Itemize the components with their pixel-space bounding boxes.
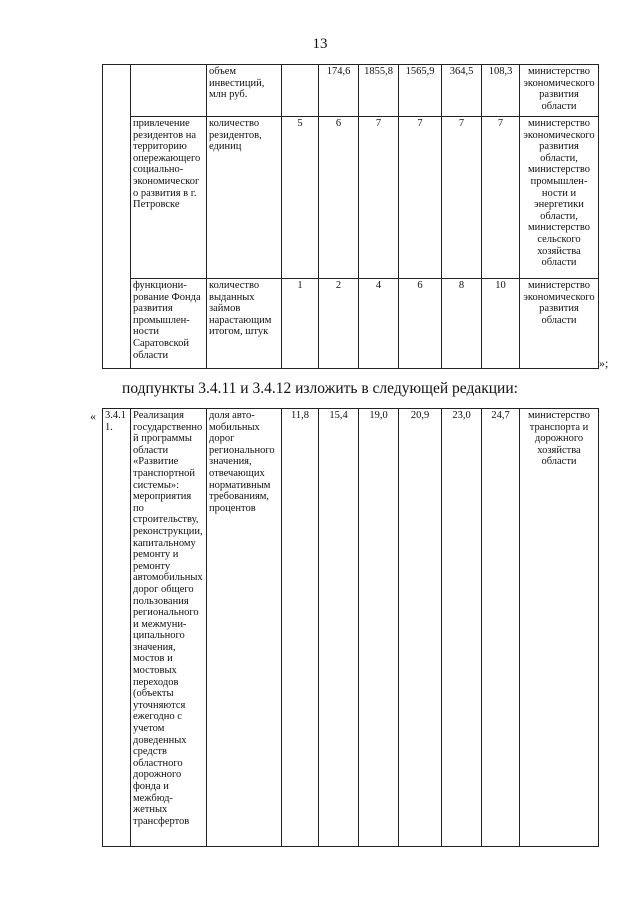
value-cell: 1565,9: [399, 65, 442, 117]
responsible-cell: министерство экономического развития области, министерство промышлен-ности и энергетики области, министерство сельского хозяйства области: [520, 117, 599, 279]
value-cell: 10: [482, 279, 520, 369]
value-cell: 108,3: [482, 65, 520, 117]
value-cell: 6: [319, 117, 359, 279]
value-cell: 19,0: [359, 409, 399, 847]
row-number-cell: 3.4.11.: [103, 409, 131, 847]
indicator-cell: доля авто-мобильных дорог регионального значения, отвечающих нормативным требованиям, процентов: [207, 409, 282, 847]
page-number: 13: [312, 36, 328, 52]
row-number-cell: [103, 65, 131, 369]
value-cell: 7: [482, 117, 520, 279]
opening-quote-mark: «: [90, 409, 96, 423]
value-cell: 7: [442, 117, 482, 279]
indicators-table-continued: [102, 64, 599, 369]
value-cell: 6: [399, 279, 442, 369]
value-cell: 11,8: [282, 409, 319, 847]
value-cell: 174,6: [319, 65, 359, 117]
value-cell: [282, 65, 319, 117]
measure-name-cell: функциони-рование Фонда развития промышлен-ности Саратовской области: [131, 279, 207, 369]
value-cell: 24,7: [482, 409, 520, 847]
closing-quote-mark: »;: [599, 356, 609, 370]
value-cell: 23,0: [442, 409, 482, 847]
indicator-cell: количество резидентов, единиц: [207, 117, 282, 279]
value-cell: 5: [282, 117, 319, 279]
value-cell: 8: [442, 279, 482, 369]
indicator-cell: количество выданных займов нарастающим итогом, штук: [207, 279, 282, 369]
value-cell: 364,5: [442, 65, 482, 117]
value-cell: 1855,8: [359, 65, 399, 117]
value-cell: 7: [399, 117, 442, 279]
table-row: [103, 409, 599, 847]
value-cell: 2: [319, 279, 359, 369]
value-cell: 1: [282, 279, 319, 369]
value-cell: 20,9: [399, 409, 442, 847]
value-cell: 4: [359, 279, 399, 369]
measure-name-cell: привлечение резидентов на территорию опережающего социально-экономического развития в г. Петровске: [131, 117, 207, 279]
responsible-cell: министерство экономического развития области: [520, 279, 599, 369]
table-row: [103, 279, 599, 369]
indicators-table-new: [102, 408, 599, 847]
indicator-cell: объем инвестиций, млн руб.: [207, 65, 282, 117]
measure-name-cell: Реализация государственной программы области «Развитие транспортной системы»: мероприятия по строительству, реконструкции, капитальному ремонту и ремонту автомобильных дорог общего пользования регионального и межмуни-ципального значения, мостов и мостовых переходов (объекты уточняются ежегодно с учетом доведенных средств областного дорожного фонда и межбюд-жетных трансфертов: [131, 409, 207, 847]
amendment-heading: подпункты 3.4.11 и 3.4.12 изложить в следующей редакции:: [122, 380, 518, 397]
responsible-cell: министерство транспорта и дорожного хозяйства области: [520, 409, 599, 847]
measure-name-cell: [131, 65, 207, 117]
value-cell: 15,4: [319, 409, 359, 847]
value-cell: 7: [359, 117, 399, 279]
table-row: [103, 117, 599, 279]
responsible-cell: министерство экономического развития области: [520, 65, 599, 117]
table-row: [103, 65, 599, 117]
